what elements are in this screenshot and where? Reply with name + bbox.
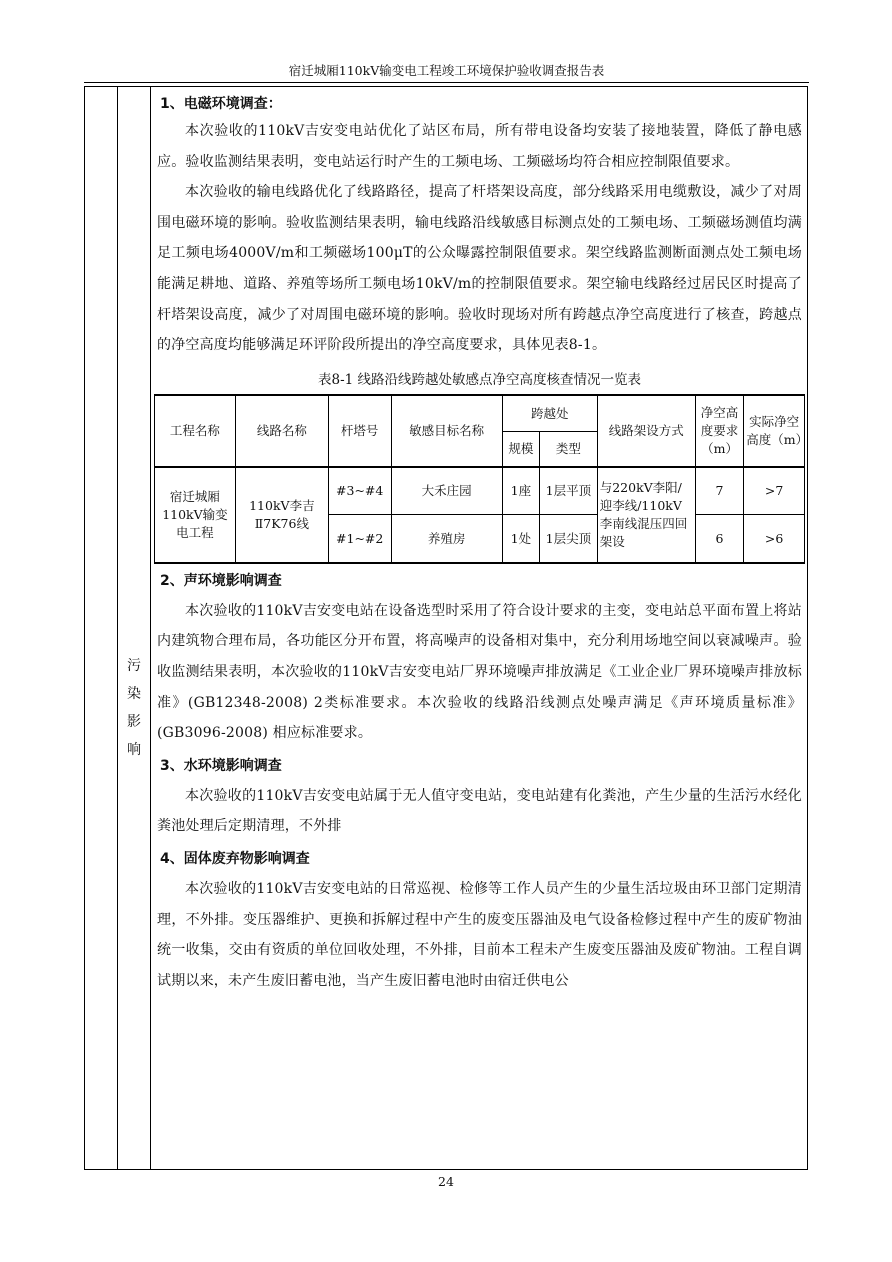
cell-project: 宿迁城厢110kV输变电工程: [155, 467, 236, 563]
th-scale: 规模: [502, 432, 539, 467]
water-paragraph: 本次验收的110kV吉安变电站属于无人值守变电站，变电站建有化粪池，产生少量的生活污水经化粪池处理后定期清理，不外排: [157, 787, 802, 835]
section-heading-noise: 2、声环境影响调查: [160, 572, 282, 589]
em-paragraph-substation: 本次验收的110kV吉安变电站优化了站区布局，所有带电设备均安装了接地装置，降低了静电感应。验收监测结果表明，变电站运行时产生的工频电场、工频磁场均符合相应控制限值要求。: [157, 123, 802, 170]
th-project: 工程名称: [155, 395, 236, 467]
cell-required: 7: [695, 467, 744, 515]
category-char: 影: [127, 714, 141, 730]
cell-target: 养殖房: [391, 515, 502, 563]
section-heading-water: 3、水环境影响调查: [160, 757, 282, 774]
cell-target: 大禾庄园: [391, 467, 502, 515]
cell-tower: #1~#2: [328, 515, 391, 563]
cell-line: 110kV李吉Ⅱ7K76线: [235, 467, 328, 563]
th-actual: 实际净空高度（m）: [744, 395, 805, 467]
cell-actual: >6: [744, 515, 805, 563]
page-number: 24: [438, 1174, 454, 1189]
section-heading-solid-waste: 4、固体废弃物影响调查: [160, 850, 310, 867]
clearance-table: [154, 394, 809, 564]
category-char: 染: [127, 686, 141, 702]
th-method: 线路架设方式: [597, 395, 695, 467]
em-paragraph-lines: 本次验收的输电线路优化了线路路径，提高了杆塔架设高度，部分线路采用电缆敷设，减少了对周围电磁环境的影响。验收监测结果表明，输电线路沿线敏感目标测点处的工频电场、工频磁场测值均满足工频电场4000V/m和工频磁场100μT的公众曝露控制限值要求。架空线路监测断面测点处工频电场能满足耕地、道路、养殖等场所工频电场10kV/m的控制限值要求。架空输电线路经过居民区时提高了杆塔架设高度，减少了对周围电磁环境的影响。验收时现场对所有跨越点净空高度进行了核查，跨越点的净空高度均能够满足环评阶段所提出的净空高度要求，具体见表8-1。: [157, 184, 802, 354]
th-tower: 杆塔号: [328, 395, 391, 467]
solid-waste-paragraph: 本次验收的110kV吉安变电站的日常巡视、检修等工作人员产生的少量生活垃圾由环卫部门定期清理，不外排。变压器维护、更换和拆解过程中产生的废变压器油及电气设备检修过程中产生的废矿物油统一收集，交由有资质的单位回收处理，不外排，目前本工程未产生废变压器油及废矿物油。工程自调试期以来，未产生废旧蓄电池，当产生废旧蓄电池时由宿迁供电公: [157, 880, 802, 989]
content-area: [152, 87, 807, 996]
cell-type: 1层平顶: [540, 467, 598, 515]
category-char: 污: [127, 658, 141, 674]
category-label: [118, 652, 150, 764]
th-line: 线路名称: [235, 395, 328, 467]
cell-required: 6: [695, 515, 744, 563]
cell-type: 1层尖顶: [540, 515, 598, 563]
report-frame: [84, 86, 808, 1170]
cell-actual: >7: [744, 467, 805, 515]
category-column: [118, 87, 151, 1169]
category-char: 响: [127, 742, 141, 758]
left-margin-column: [85, 87, 118, 1169]
cell-scale: 1座: [502, 467, 539, 515]
page-header: 宿迁城厢110kV输变电工程竣工环境保护验收调查报告表: [288, 63, 605, 78]
th-target: 敏感目标名称: [391, 395, 502, 467]
cell-scale: 1处: [502, 515, 539, 563]
noise-paragraph: 本次验收的110kV吉安变电站在设备选型时采用了符合设计要求的主变，变电站总平面布置上将站内建筑物合理布局，各功能区分开布置，将高噪声的设备相对集中，充分利用场地空间以衰减噪声。验收监测结果表明，本次验收的110kV吉安变电站厂界环境噪声排放满足《工业企业厂界环境噪声排放标准》(GB12348-2008) 2类标准要求。本次验收的线路沿线测点处噪声满足《声环境质量标准》(GB3096-2008) 相应标准要求。: [157, 602, 802, 742]
table-caption: 表8-1 线路沿线跨越处敏感点净空高度核查情况一览表: [317, 371, 642, 388]
header-rule: [84, 82, 809, 83]
cell-method: 与220kV李阳/迎李线/110kV李南线混压四回架设: [597, 467, 695, 563]
th-crossing: 跨越处: [502, 395, 597, 432]
cell-tower: #3~#4: [328, 467, 391, 515]
table-row: [155, 467, 805, 515]
th-type: 类型: [540, 432, 598, 467]
th-required: 净空高度要求（m）: [695, 395, 744, 467]
section-heading-em: 1、电磁环境调查：: [160, 96, 282, 112]
